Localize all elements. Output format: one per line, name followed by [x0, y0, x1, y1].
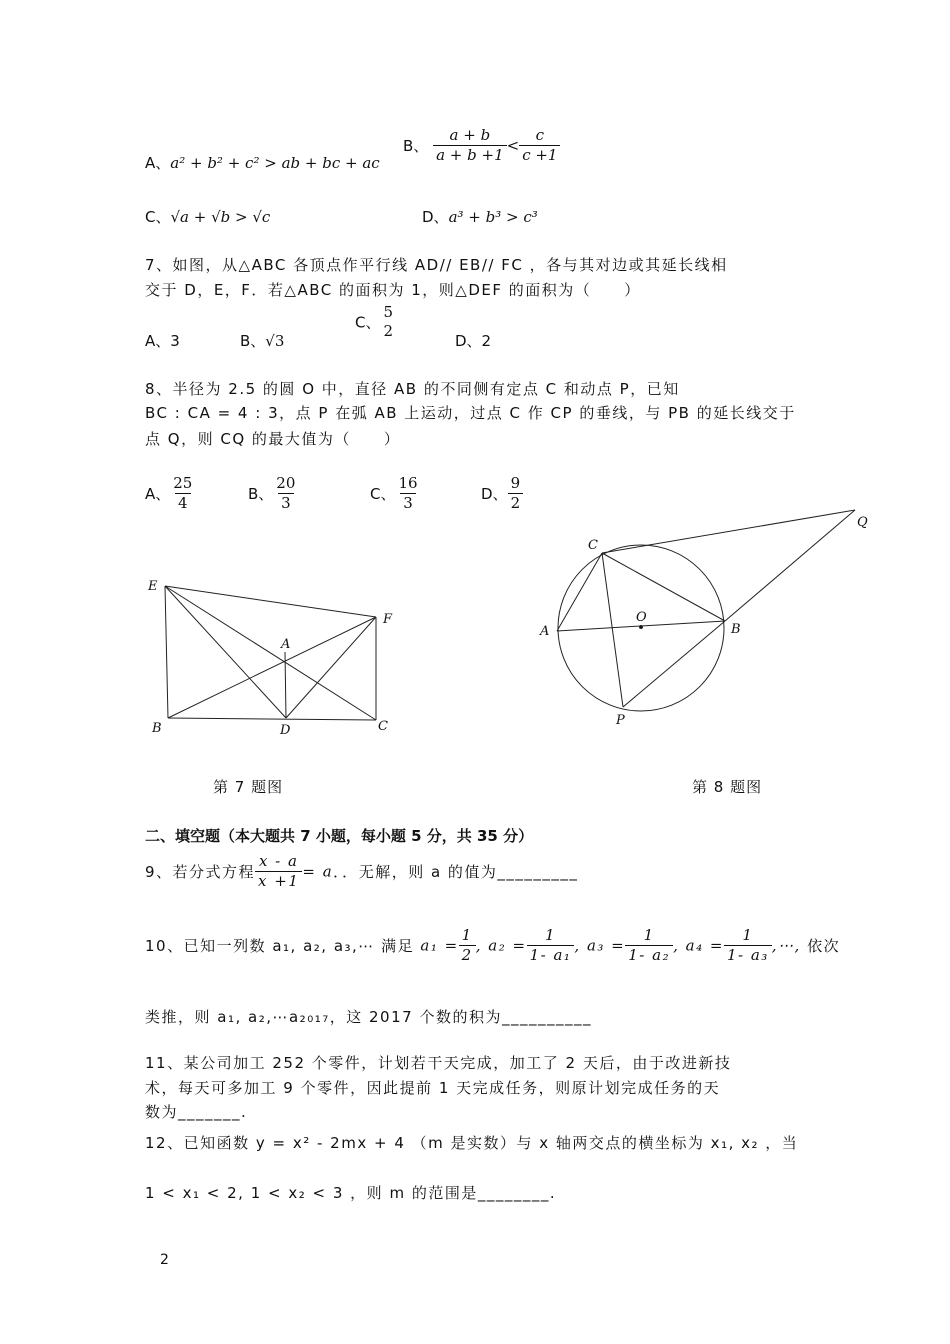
- q12-line2: 1 < x₁ < 2, 1 < x₂ < 3 ，则 m 的范围是________.: [145, 1184, 557, 1202]
- fig8-label-c: C: [588, 538, 598, 553]
- q8-option-a: A、 $\frac{25}{4}$: [145, 474, 193, 512]
- fig8-label-q: Q: [857, 515, 868, 530]
- q10-line2: 类推，则 a₁, a₂,⋯a₂₀₁₇，这 2017 个数的积为__________: [145, 1008, 592, 1026]
- page-number: 2: [160, 1252, 169, 1268]
- q11-line2: 术，每天可多加工 9 个零件，因此提前 1 天完成任务，则原计划完成任务的天: [145, 1079, 721, 1097]
- q7-option-c: C、 5 2: [355, 303, 394, 340]
- q11-line3: 数为_______.: [145, 1103, 248, 1121]
- fig7-label-e: E: [148, 579, 158, 594]
- q7-option-b: B、√3: [240, 332, 285, 350]
- q6-option-a: A、a² + b² + c² > ab + bc + ac: [145, 154, 380, 172]
- q12-line1: 12、已知函数 y = x² - 2mx + 4 （m 是实数）与 x 轴两交点的横坐标为 x₁, x₂ ，当: [145, 1134, 799, 1152]
- fig8-caption: 第 8 题图: [692, 778, 763, 796]
- q7-option-a: A、3: [145, 332, 180, 350]
- fig8-label-a: A: [540, 624, 550, 639]
- q6-option-d: D、a³ + b³ > c³: [422, 208, 538, 226]
- figure-7-lines: [165, 586, 376, 720]
- q8-option-d: D、 $\frac{9}{2}$: [481, 474, 523, 513]
- q6-option-c: C、√a + √b > √c: [145, 208, 271, 226]
- q7-line2: 交于 D，E，F．若△ABC 的面积为 1，则△DEF 的面积为（ ）: [145, 281, 641, 299]
- q8-line3: 点 Q，则 CQ 的最大值为（ ）: [145, 430, 401, 448]
- section-2-title: 二、填空题（本大题共 7 小题，每小题 5 分，共 35 分）: [145, 827, 534, 845]
- fig7-label-f: F: [383, 612, 393, 627]
- fig8-label-b: B: [731, 622, 741, 637]
- fig7-label-d: D: [280, 723, 291, 738]
- q10: 10、已知一列数 a₁, a₂, a₃,⋯ 满足 a₁ = $\frac{1}{2}$ , a₂ = $\frac{1}{\text{1- a₁}}$ , a₃ = $\frac{1}{\text{1- a₂}}$ , a₄ = $\frac{1}{\text{1- a₃}}$ ,⋯, 依次: [145, 926, 841, 964]
- figure-8-lines: [557, 510, 855, 707]
- fig7-caption: 第 7 题图: [213, 778, 284, 796]
- q7-line1: 7、如图，从△ABC 各顶点作平行线 AD// EB// FC ，各与其对边或其延长线相: [145, 256, 728, 274]
- q6-option-b-frac1: $\frac{a + b}{a + b +1}$: [433, 126, 507, 165]
- q7-option-d: D、2: [455, 332, 492, 350]
- fig7-label-b: B: [152, 721, 162, 736]
- fig7-label-c: C: [378, 719, 388, 734]
- fig7-label-a: A: [281, 637, 291, 652]
- q8-line1: 8、半径为 2.5 的圆 O 中，直径 AB 的不同侧有定点 C 和动点 P，已知: [145, 380, 680, 398]
- q9: 9、若分式方程 $\frac{x - a}{x +1}$ = a．．无解，则 a 的值为_________: [145, 852, 579, 890]
- q6-option-b-frac2: $\frac{c}{c +1}$: [519, 126, 560, 165]
- fig8-label-o: O: [636, 610, 647, 625]
- q11-line1: 11、某公司加工 252 个零件，计划若干天完成，加工了 2 天后，由于改进新技: [145, 1054, 732, 1072]
- fig8-center-dot: [640, 626, 643, 629]
- fig8-label-p: P: [616, 713, 625, 728]
- figure-7: [140, 570, 420, 745]
- q8-option-c: C、 $\frac{16}{3}$: [370, 474, 418, 512]
- q6-option-a-expr: a² + b² + c² > ab + bc + ac: [170, 154, 380, 172]
- q8-option-b: B、 $\frac{20}{3}$: [248, 474, 296, 512]
- figure-8: [530, 500, 875, 730]
- q6-option-b: B、 $\frac{a + b}{a + b +1}$ < $\frac{c}{c +1}$: [403, 126, 560, 165]
- q8-line2: BC : CA = 4 : 3，点 P 在弧 AB 上运动，过点 C 作 CP 的垂线，与 PB 的延长线交于: [145, 404, 796, 422]
